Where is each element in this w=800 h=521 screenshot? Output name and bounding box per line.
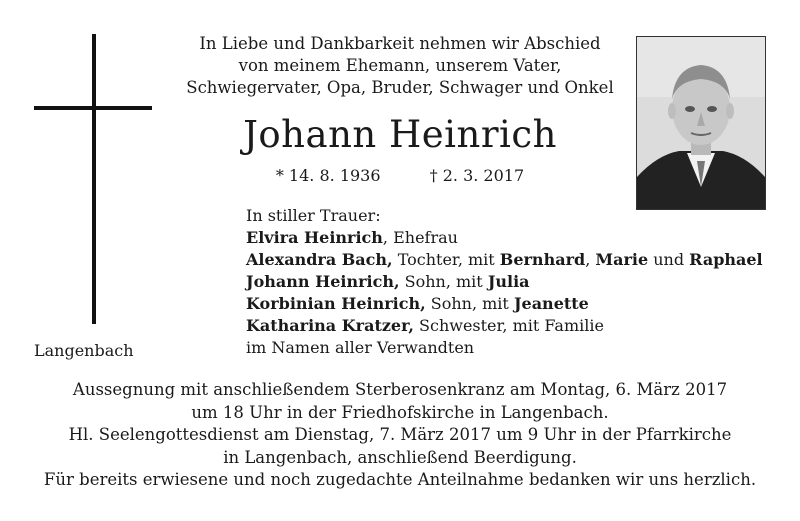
mourner-relation: Sohn, mit <box>399 272 488 291</box>
mourner-relation: Tochter, mit <box>392 250 500 269</box>
mourner-name: Elvira Heinrich <box>246 228 383 247</box>
notice-line: Für bereits erwiesene und noch zugedachte Anteilnahme bedanken wir uns herzlich. <box>43 470 757 489</box>
intro-text <box>165 33 635 99</box>
mourner-name: Julia <box>487 272 530 291</box>
mourner-separator: , <box>585 250 596 269</box>
mourner-row <box>246 227 763 249</box>
mourner-name: Jeanette <box>513 294 589 313</box>
mourner-name: Marie <box>595 250 649 269</box>
mourner-row <box>246 249 763 271</box>
intro-line: Schwiegervater, Opa, Bruder, Schwager und Onkel <box>186 78 614 97</box>
mourners-list <box>246 205 763 359</box>
mourner-name: Korbinian Heinrich, <box>246 294 426 313</box>
portrait-photo <box>636 36 766 210</box>
portrait-image <box>637 37 765 209</box>
notice-line: um 18 Uhr in der Friedhofskirche in Langenbach. <box>191 402 609 422</box>
life-dates <box>165 166 635 185</box>
mourner-row <box>246 293 763 315</box>
intro-line: von meinem Ehemann, unserem Vater, <box>238 56 562 75</box>
intro-line: In Liebe und Dankbarkeit nehmen wir Abschied <box>199 34 601 53</box>
notice-line: Hl. Seelengottesdienst am Dienstag, 7. März 2017 um 9 Uhr in der Pfarrkirche <box>68 425 732 444</box>
deceased-name: Johann Heinrich <box>243 113 557 156</box>
service-notice <box>0 379 800 492</box>
notice-line: in Langenbach, anschließend Beerdigung. <box>223 447 577 467</box>
mourner-relation: Schwester, mit Familie <box>413 316 604 335</box>
mourner-name: Johann Heinrich, <box>246 272 400 291</box>
mourner-separator: und <box>648 250 690 269</box>
place-name: Langenbach <box>34 341 134 360</box>
mourner-name: Alexandra Bach, <box>246 250 393 269</box>
death-date: † 2. 3. 2017 <box>429 166 525 185</box>
birth-date: * 14. 8. 1936 <box>275 166 381 185</box>
notice-line: Aussegnung mit anschließendem Sterberosenkranz am Montag, 6. März 2017 <box>72 380 728 399</box>
mourner-relation: Sohn, mit <box>425 294 514 313</box>
mourners-closing: im Namen aller Verwandten <box>246 338 475 357</box>
mourner-relation: , Ehefrau <box>382 228 458 247</box>
mourner-name: Bernhard <box>499 250 586 269</box>
mourners-heading: In stiller Trauer: <box>246 206 381 225</box>
mourner-name: Raphael <box>689 250 763 269</box>
mourner-row <box>246 315 763 337</box>
mourner-row <box>246 271 763 293</box>
cross-vertical-bar <box>92 34 96 324</box>
cross-horizontal-bar <box>34 106 152 110</box>
mourner-name: Katharina Kratzer, <box>246 316 414 335</box>
